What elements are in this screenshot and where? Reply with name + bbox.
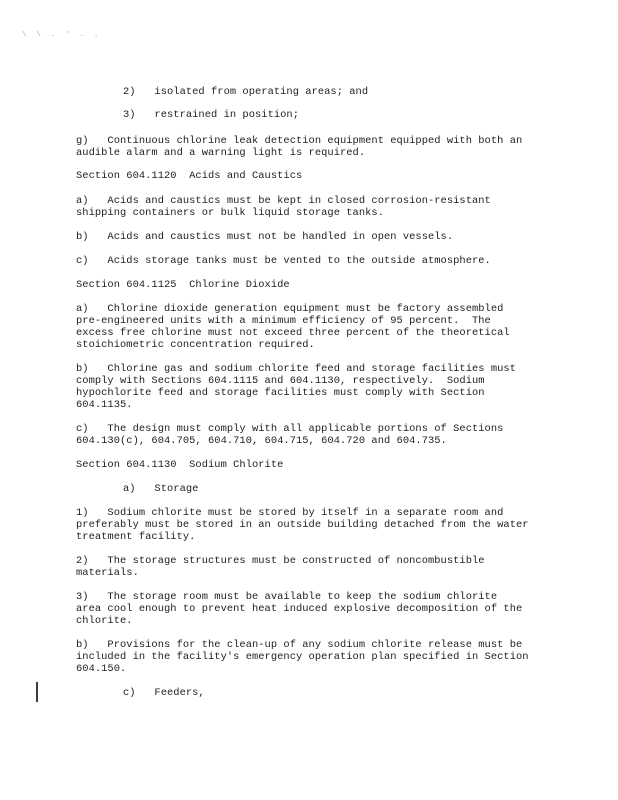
paragraph-c-dioxide-line-1: c) The design must comply with all applicable portions of Sections	[76, 423, 504, 435]
paragraph-a-acids-line-1: a) Acids and caustics must be kept in closed corrosion-resistant	[76, 195, 491, 207]
paragraph-3-storage-line-1: 3) The storage room must be available to keep the sodium chlorite	[76, 591, 498, 603]
paragraph-a-dioxide-line-2: pre-engineered units with a minimum efficiency of 95 percent. The	[76, 315, 491, 327]
subsection-a-storage: a) Storage	[123, 483, 199, 495]
paragraph-a-dioxide-line-1: a) Chlorine dioxide generation equipment must be factory assembled	[76, 303, 504, 315]
paragraph-2-storage-line-2: materials.	[76, 567, 139, 579]
paragraph-b-cleanup-line-1: b) Provisions for the clean-up of any sodium chlorite release must be	[76, 639, 523, 651]
section-heading-604-1125: Section 604.1125 Chlorine Dioxide	[76, 279, 290, 291]
list-item-3-restrained: 3) restrained in position;	[123, 109, 299, 121]
paragraph-1-storage-line-2: preferably must be stored in an outside building detached from the water	[76, 519, 529, 531]
paragraph-1-storage-line-3: treatment facility.	[76, 531, 196, 543]
paragraph-c-dioxide-line-2: 604.130(c), 604.705, 604.710, 604.715, 604.720 and 604.735.	[76, 435, 447, 447]
subsection-c-feeders: c) Feeders,	[123, 687, 205, 699]
paragraph-g-line-1: g) Continuous chlorine leak detection equipment equipped with both an	[76, 135, 523, 147]
paragraph-b-dioxide-line-1: b) Chlorine gas and sodium chlorite feed and storage facilities must	[76, 363, 516, 375]
paragraph-3-storage-line-3: chlorite.	[76, 615, 133, 627]
paragraph-g-line-2: audible alarm and a warning light is required.	[76, 147, 366, 159]
paragraph-c-acids: c) Acids storage tanks must be vented to the outside atmosphere.	[76, 255, 491, 267]
paragraph-a-acids-line-2: shipping containers or bulk liquid storage tanks.	[76, 207, 384, 219]
paragraph-b-cleanup-line-2: included in the facility's emergency operation plan specified in Section	[76, 651, 529, 663]
paragraph-2-storage-line-1: 2) The storage structures must be constructed of noncombustible	[76, 555, 485, 567]
paragraph-3-storage-line-2: area cool enough to prevent heat induced explosive decomposition of the	[76, 603, 523, 615]
scan-artifact-mark: \ \ . ' . .	[22, 31, 102, 39]
paragraph-a-dioxide-line-3: excess free chlorine must not exceed three percent of the theoretical	[76, 327, 510, 339]
section-heading-604-1130: Section 604.1130 Sodium Chlorite	[76, 459, 284, 471]
paragraph-b-dioxide-line-3: hypochlorite feed and storage facilities must comply with Section	[76, 387, 485, 399]
margin-change-bar	[36, 682, 38, 702]
paragraph-a-dioxide-line-4: stoichiometric concentration required.	[76, 339, 315, 351]
paragraph-b-acids: b) Acids and caustics must not be handled in open vessels.	[76, 231, 454, 243]
section-heading-604-1120: Section 604.1120 Acids and Caustics	[76, 170, 303, 182]
paragraph-b-dioxide-line-2: comply with Sections 604.1115 and 604.1130, respectively. Sodium	[76, 375, 485, 387]
paragraph-b-cleanup-line-3: 604.150.	[76, 663, 127, 675]
paragraph-1-storage-line-1: 1) Sodium chlorite must be stored by itself in a separate room and	[76, 507, 504, 519]
paragraph-b-dioxide-line-4: 604.1135.	[76, 399, 133, 411]
list-item-2-isolated: 2) isolated from operating areas; and	[123, 86, 369, 98]
